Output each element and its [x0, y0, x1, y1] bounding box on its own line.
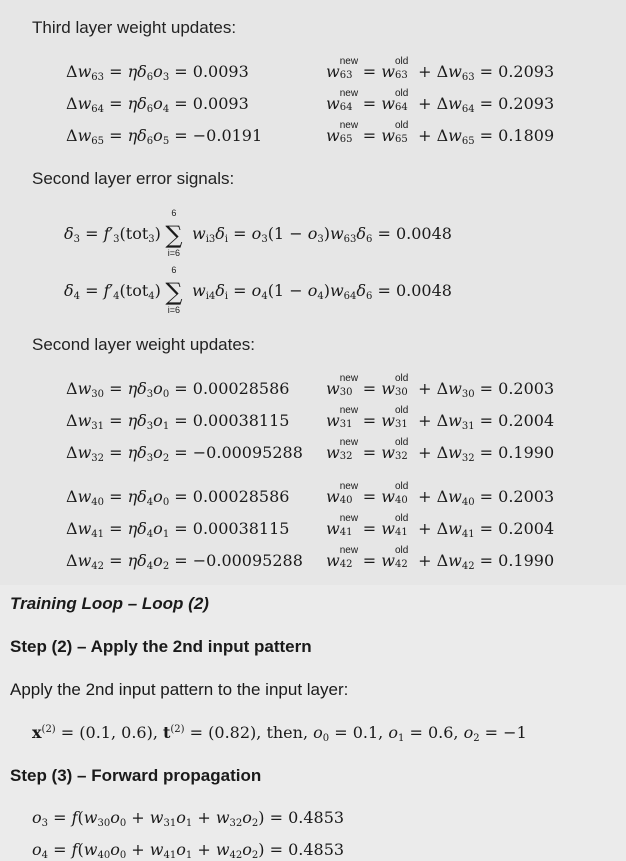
delta-w-value: 0.0093: [192, 94, 249, 113]
delta4-equation: $\delta_4 = f'_4(tot_4)$ ∑ 6 i=6 $w_{i4}\delta_i = o_4(1 - o_4)w_{64}\delta_6 = 0.0048$: [64, 265, 452, 315]
new-weight-value: 0.1990: [498, 443, 555, 462]
second-layer-row: $\Delta w_{42} = \eta\delta_4o_2 = -0.00095288$ w new 42 = w old 42 + $\Delta w_{42} = 0.1990$: [66, 545, 555, 572]
o3-equation: $o_3 = f(w_{30}o_0 + w_{31}o_1 + w_{32}o_2) = 0.4853$: [32, 808, 345, 829]
second-layer-row: $\Delta w_{41} = \eta\delta_4o_1 = 0.00038115$ w new 41 = w old 41 + $\Delta w_{41} = 0.2004$: [66, 513, 555, 540]
second-layer-row: $\Delta w_{32} = \eta\delta_3o_2 = -0.00095288$ w new 32 = w old 32 + $\Delta w_{32} = 0.1990$: [66, 437, 555, 464]
then-text: , then,: [256, 723, 309, 742]
step2-text: Apply the 2nd input pattern to the input layer:: [10, 680, 349, 699]
second-layer-heading: Second layer weight updates:: [32, 335, 256, 354]
new-weight-equation: w new 65 = w old 65 + $\Delta w_{65} = 0.1809$: [326, 120, 555, 147]
new-weight-equation: w new 41 = w old 41 + $\Delta w_{41} = 0.2004$: [326, 513, 555, 540]
delta-w-value: −0.0191: [192, 126, 263, 145]
delta-w-value: 0.00038115: [192, 519, 290, 538]
sum-symbol: ∑ 6 i=6: [165, 208, 183, 258]
step2-title: Step (2) – Apply the 2nd input pattern: [10, 637, 312, 656]
new-weight-equation: w new 40 = w old 40 + $\Delta w_{40} = 0.2003$: [326, 481, 555, 508]
delta-w-value: 0.0093: [192, 62, 249, 81]
second-layer-row: $\Delta w_{40} = \eta\delta_4o_0 = 0.00028586$ w new 40 = w old 40 + $\Delta w_{40} = 0.2003$: [66, 481, 555, 508]
new-weight-equation: w new 31 = w old 31 + $\Delta w_{31} = 0.2004$: [326, 405, 555, 432]
o1-value: 0.6: [427, 723, 454, 742]
new-weight-equation: w new 63 = w old 63 + $\Delta w_{63} = 0.2093$: [326, 56, 555, 83]
new-weight-equation: w new 64 = w old 64 + $\Delta w_{64} = 0.2093$: [326, 88, 555, 115]
new-weight-value: 0.2004: [498, 411, 555, 430]
third-layer-row: $\Delta w_{65} = \eta\delta_6o_5 = -0.0191$ w new 65 = w old 65 + $\Delta w_{65} = 0.1809$: [66, 120, 555, 147]
delta3-equation: $\delta_3 = f'_3(tot_3)$ ∑ 6 i=6 $w_{i3}\delta_i = o_3(1 - o_3)w_{63}\delta_6 = 0.0048$: [64, 208, 452, 258]
delta4-value: 0.0048: [395, 281, 452, 300]
second-layer-row: $\Delta w_{30} = \eta\delta_3o_0 = 0.00028586$ w new 30 = w old 30 + $\Delta w_{30} = 0.2003$: [66, 373, 555, 400]
o3-value: 0.4853: [288, 808, 345, 827]
sum-symbol: ∑ 6 i=6: [165, 265, 183, 315]
error-signals-heading: Second layer error signals:: [32, 169, 235, 188]
new-weight-value: 0.1990: [498, 551, 555, 570]
new-weight-value: 0.2003: [498, 487, 555, 506]
x-value: (0.1, 0.6): [79, 723, 153, 742]
third-layer-row: $\Delta w_{64} = \eta\delta_6o_4 = 0.0093$ w new 64 = w old 64 + $\Delta w_{64} = 0.2093$: [66, 88, 555, 115]
new-weight-value: 0.2004: [498, 519, 555, 538]
new-weight-equation: w new 30 = w old 30 + $\Delta w_{30} = 0.2003$: [326, 373, 555, 400]
new-weight-equation: w new 32 = w old 32 + $\Delta w_{32} = 0.1990$: [326, 437, 555, 464]
o4-value: 0.4853: [288, 840, 345, 859]
step3-title: Step (3) – Forward propagation: [10, 766, 262, 785]
delta-w-value: −0.00095288: [192, 443, 303, 462]
new-weight-value: 0.2003: [498, 379, 555, 398]
second-layer-row: $\Delta w_{31} = \eta\delta_3o_1 = 0.00038115$ w new 31 = w old 31 + $\Delta w_{31} = 0.2004$: [66, 405, 555, 432]
new-weight-equation: w new 42 = w old 42 + $\Delta w_{42} = 0.1990$: [326, 545, 555, 572]
o2-value: −1: [503, 723, 527, 742]
third-layer-heading: Third layer weight updates:: [32, 18, 237, 37]
t-value: (0.82): [208, 723, 257, 742]
delta-w-value: −0.00095288: [192, 551, 303, 570]
delta-w-value: 0.00028586: [192, 379, 290, 398]
training-loop-title: Training Loop – Loop (2): [10, 594, 209, 613]
third-layer-row: $\Delta w_{63} = \eta\delta_6o_3 = 0.0093$ w new 63 = w old 63 + $\Delta w_{63} = 0.2093$: [66, 56, 555, 83]
o4-equation: $o_4 = f(w_{40}o_0 + w_{41}o_1 + w_{42}o_2) = 0.4853$: [32, 840, 345, 861]
delta3-value: 0.0048: [395, 224, 452, 243]
delta-w-value: 0.00028586: [192, 487, 290, 506]
new-weight-value: 0.2093: [498, 94, 555, 113]
o0-value: 0.1: [352, 723, 379, 742]
new-weight-value: 0.2093: [498, 62, 555, 81]
new-weight-value: 0.1809: [498, 126, 555, 145]
input-pattern-equation: $x^{(2)} = (0.1$, 0.6), $t^{(2)} = (0.82)$, then, $o_0 = 0.1$, $o_1 = 0.6$, $o_2 = -1$: [32, 723, 527, 744]
delta-w-value: 0.00038115: [192, 411, 290, 430]
